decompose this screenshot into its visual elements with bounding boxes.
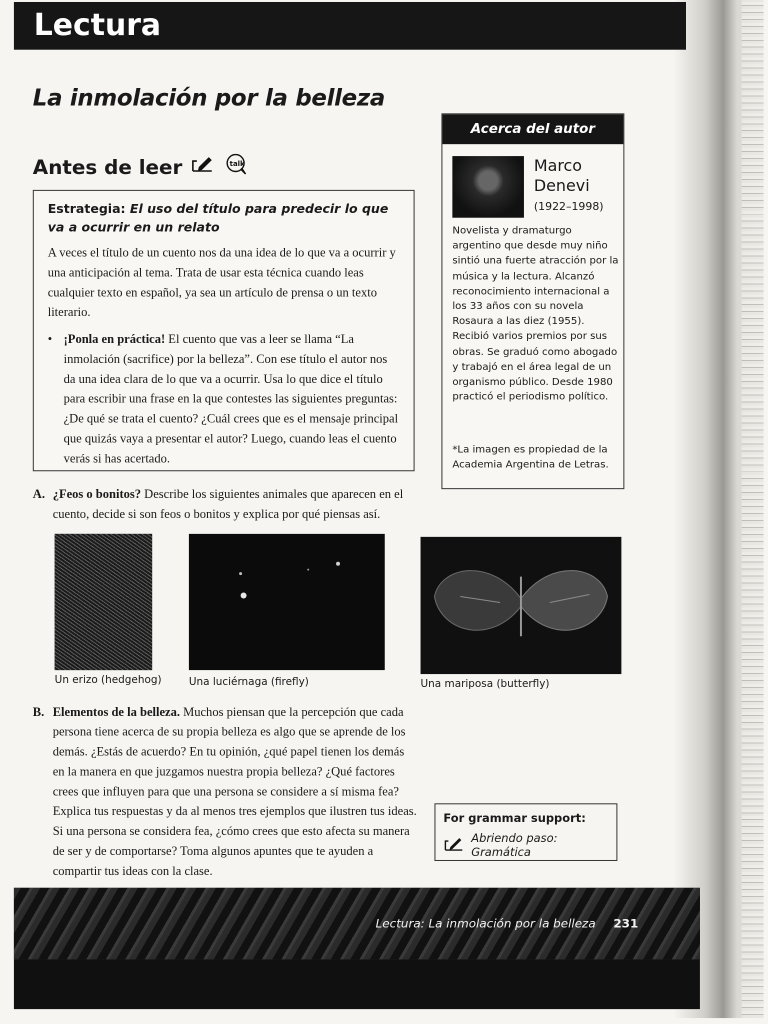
strategy-box <box>33 190 415 471</box>
grammar-link-text: Abriendo paso: Gramática <box>471 831 558 859</box>
author-bio: Novelista y dramaturgo argentino que desde muy niño sintió una fuerte atracción por la música y la lectura. Alcanzó reconocimiento internacional a los 33 años con su novela Rosaura a las diez (1955). Recibió varios premios por sus obras. Se graduó como abogado y trabajó en el área legal de un organismo público. Desde 1980 practicó el periodismo político. <box>452 225 619 403</box>
activity-b-text <box>53 702 419 881</box>
practice-body: El cuento que vas a leer se llama “La inmolación (sacrifice) por la belleza”. Con ese título el autor nos da una idea clara de lo que va a ocurrir. Usa lo que dice el título para escribir una frase en la que contestes las siguientes preguntas: ¿De qué se trata el cuento? ¿Cuál crees que es el mensaje principal que quizás vaya a presentar el autor? Luego, cuando leas el cuento verás si has acertado. <box>63 332 399 466</box>
writing-icon <box>443 835 465 856</box>
footer-story: La inmolación por la belleza <box>428 916 596 931</box>
practice-lead: ¡Ponla en práctica! <box>63 332 166 346</box>
activity-a-text <box>53 484 423 524</box>
author-name <box>534 156 620 196</box>
hedgehog-caption: Un erizo (hedgehog) <box>54 674 162 686</box>
before-reading-heading <box>33 153 250 180</box>
strategy-heading <box>48 199 402 237</box>
story-title: La inmolación por la belleza <box>32 85 386 112</box>
activity-a-body: Describe los siguientes animales que aparecen en el cuento, decide si son feos o bonitos y explica por qué piensas así. <box>52 487 404 521</box>
page-edges <box>742 0 764 1018</box>
about-author-box <box>441 113 624 489</box>
footer-page-number: 231 <box>613 916 639 931</box>
before-reading-label: Antes de leer <box>32 154 183 179</box>
footer-section: Lectura: <box>375 916 425 931</box>
header-title: Lectura <box>33 7 162 43</box>
footer-dark-band <box>14 959 700 1009</box>
activity-b <box>33 702 419 881</box>
activity-a-letter: A. <box>32 487 45 502</box>
butterfly-caption: Una mariposa (butterfly) <box>420 678 550 690</box>
grammar-support-box <box>434 803 617 861</box>
talk-icon <box>224 153 250 180</box>
firefly-caption: Una luciérnaga (firefly) <box>188 676 309 688</box>
butterfly-image <box>421 537 622 674</box>
author-image-credit: *La imagen es propiedad de la Academia Argentina de Letras. <box>452 444 609 471</box>
header-bar <box>14 2 686 50</box>
strategy-body: A veces el título de un cuento nos da una idea de lo que va a ocurrir y una anticipación al tema. Trata de usar esta técnica cuando leas cualquier texto en español, ya sea un artículo de prensa o un texto literario. <box>47 245 396 320</box>
about-author-header: Acerca del autor <box>442 114 623 144</box>
strategy-label: Estrategia: <box>47 200 126 216</box>
activity-a-lead: ¿Feos o bonitos? <box>52 487 142 502</box>
grammar-support-title: For grammar support: <box>443 811 586 826</box>
author-last-name: Denevi <box>533 175 590 195</box>
svg-text:talk: talk <box>230 160 246 169</box>
writing-icon <box>190 153 216 180</box>
practice-bullet <box>48 329 402 468</box>
activity-b-body: Muchos piensan que la percepción que cada persona tiene acerca de su propia belleza es algo que se aprende de los demás. ¿Estás de acuerdo? En tu opinión, ¿qué papel tienen los demás en la manera en que juzgamos nuestra propia belleza? ¿Qué factores crees que influyen para que una persona se considere a sí misma fea? Explica tus respuestas y da al menos tres ejemplos que ilustren tus ideas. Si una persona se considera fea, ¿cómo crees que esto afecta su manera de ser y de comportarse? Toma algunos apuntes que te ayuden a compartir tus ideas con la clase. <box>52 704 417 878</box>
practice-text <box>64 329 402 468</box>
grammar-support-link[interactable] <box>443 831 608 859</box>
footer-running-title <box>376 917 639 931</box>
bullet-dot: • <box>47 332 53 346</box>
author-photo <box>452 156 524 218</box>
hedgehog-image <box>55 534 152 670</box>
activity-b-lead: Elementos de la belleza. <box>52 704 180 719</box>
strategy-title: El uso del título para predecir lo que va a ocurrir en un relato <box>47 200 389 235</box>
author-first-name: Marco <box>533 156 583 175</box>
activity-b-letter: B. <box>32 704 45 719</box>
firefly-image <box>189 534 385 670</box>
activity-a <box>33 484 423 524</box>
author-years: (1922–1998) <box>533 199 604 213</box>
